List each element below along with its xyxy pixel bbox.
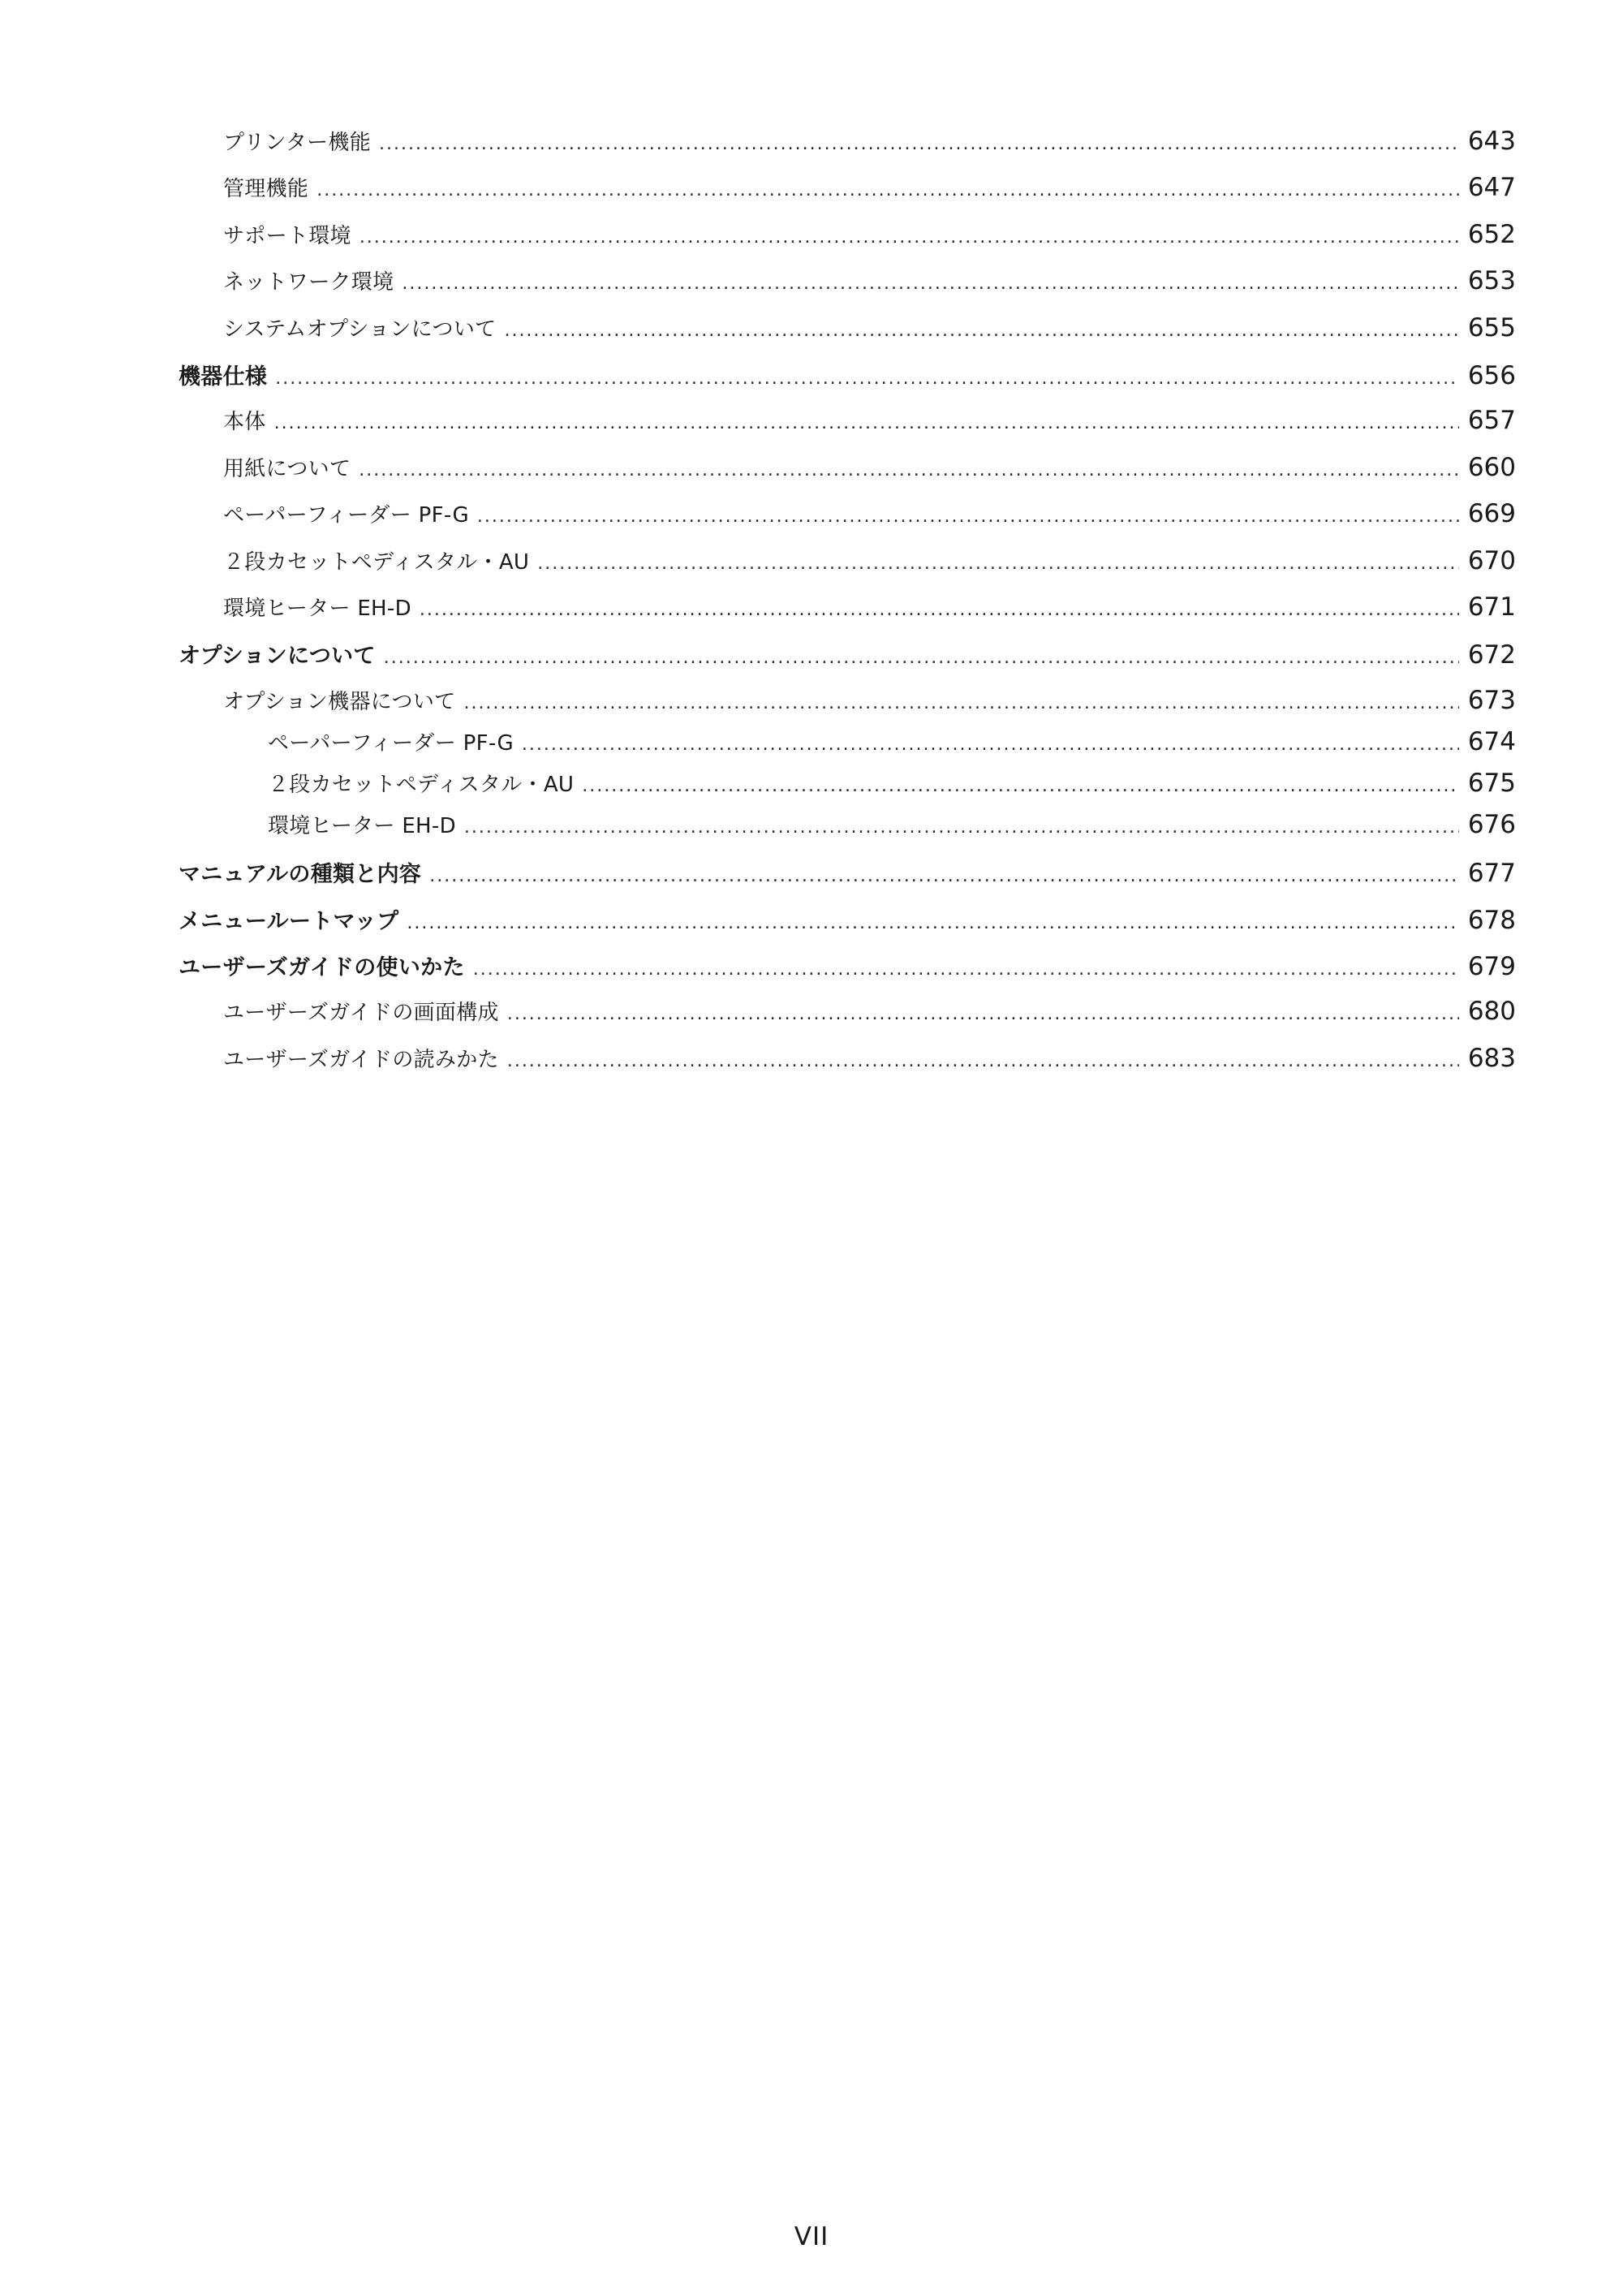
toc-entry-page-number: 677 — [1467, 859, 1516, 889]
toc-dot-leader — [429, 866, 1459, 886]
toc-entry-page-number: 670 — [1467, 545, 1516, 575]
toc-entry[interactable] — [179, 856, 1516, 888]
toc-entry[interactable] — [179, 312, 1516, 342]
toc-dot-leader — [477, 506, 1459, 527]
toc-entry[interactable] — [179, 809, 1516, 839]
toc-dot-leader — [507, 1051, 1459, 1071]
toc-entry-page-number: 660 — [1467, 452, 1516, 482]
toc-entry-title: 機器仕様 — [179, 364, 268, 390]
toc-entry-page-number: 673 — [1467, 685, 1516, 715]
toc-entry-page-number: 657 — [1467, 406, 1516, 436]
page-number: VII — [794, 2222, 829, 2251]
toc-dot-leader — [407, 913, 1459, 933]
toc-entry-title: ペーパーフィーダー PF-G — [268, 730, 514, 756]
toc-dot-leader — [275, 368, 1459, 389]
toc-entry[interactable] — [179, 126, 1516, 156]
toc-entry-title: オプション機器について — [223, 689, 456, 714]
toc-entry-title: オプションについて — [179, 644, 376, 670]
toc-entry-title: 環境ヒーター EH-D — [223, 597, 411, 621]
toc-entry-title: ペーパーフィーダー PF-G — [223, 503, 469, 528]
toc-entry-page-number: 674 — [1467, 726, 1516, 756]
toc-entry-page-number: 669 — [1467, 499, 1516, 529]
toc-entry-page-number: 675 — [1467, 768, 1516, 798]
toc-entry-page-number: 683 — [1467, 1043, 1516, 1073]
toc-entry[interactable] — [179, 452, 1516, 482]
toc-entry[interactable] — [179, 768, 1516, 798]
toc-entry[interactable] — [179, 592, 1516, 622]
toc-dot-leader — [359, 227, 1459, 248]
toc-dot-leader — [463, 693, 1459, 713]
toc-entry-title: ユーザーズガイドの読みかた — [223, 1047, 499, 1072]
toc-entry[interactable] — [179, 172, 1516, 202]
toc-entry-title: 本体 — [223, 410, 266, 435]
toc-entry-title: メニュールートマップ — [179, 908, 399, 934]
toc-dot-leader — [379, 134, 1459, 154]
toc-dot-leader — [522, 734, 1459, 755]
toc-entry[interactable] — [179, 726, 1516, 756]
toc-entry-title: システムオプションについて — [223, 317, 497, 342]
toc-dot-leader — [359, 460, 1459, 480]
toc-entry-title: ２段カセットペディスタル・AU — [223, 549, 530, 575]
toc-entry[interactable] — [179, 405, 1516, 435]
toc-entry-page-number: 647 — [1467, 173, 1516, 203]
toc-dot-leader — [537, 554, 1459, 574]
toc-dot-leader — [507, 1004, 1459, 1024]
toc-entry-title: ネットワーク環境 — [223, 270, 394, 295]
toc-dot-leader — [274, 413, 1459, 433]
toc-entry[interactable] — [179, 498, 1516, 528]
toc-entry-title: 管理機能 — [223, 177, 309, 202]
toc-entry[interactable] — [179, 359, 1516, 390]
toc-entry[interactable] — [179, 685, 1516, 715]
toc-entry[interactable] — [179, 996, 1516, 1026]
toc-entry-title: ユーザーズガイドの画面構成 — [223, 1001, 499, 1026]
toc-entry-page-number: 653 — [1467, 266, 1516, 296]
toc-dot-leader — [402, 274, 1459, 294]
toc-dot-leader — [582, 776, 1459, 796]
toc-dot-leader — [464, 817, 1459, 838]
toc-entry-page-number: 680 — [1467, 997, 1516, 1027]
toc-entry[interactable] — [179, 1043, 1516, 1073]
toc-entry-title: サポート環境 — [223, 223, 351, 248]
toc-entry-title: マニュアルの種類と内容 — [179, 862, 422, 888]
toc-dot-leader — [504, 321, 1459, 341]
toc-entry[interactable] — [179, 219, 1516, 249]
toc-dot-leader — [420, 600, 1459, 620]
toc-entry[interactable] — [179, 265, 1516, 295]
toc-entry-title: 環境ヒーター EH-D — [268, 813, 456, 838]
toc-entry[interactable] — [179, 638, 1516, 670]
toc-entry-title: 用紙について — [223, 456, 351, 481]
toc-entry[interactable] — [179, 950, 1516, 981]
toc-entry[interactable] — [179, 545, 1516, 575]
toc-dot-leader — [384, 648, 1459, 668]
toc-entry-title: プリンター機能 — [223, 131, 372, 155]
toc-entry-page-number: 656 — [1467, 361, 1516, 390]
toc-entry-title: ユーザーズガイドの使いかた — [179, 955, 465, 980]
toc-dot-leader — [473, 959, 1459, 980]
toc-entry[interactable] — [179, 903, 1516, 935]
toc-entry-page-number: 678 — [1467, 905, 1516, 935]
toc-entry-page-number: 655 — [1467, 312, 1516, 342]
toc-entry-page-number: 679 — [1467, 952, 1516, 981]
toc-entry-page-number: 671 — [1467, 592, 1516, 622]
toc-entry-page-number: 643 — [1467, 127, 1516, 156]
toc-entry-page-number: 652 — [1467, 219, 1516, 249]
toc-entry-title: ２段カセットペディスタル・AU — [268, 772, 575, 797]
toc-entry-page-number: 676 — [1467, 809, 1516, 839]
toc-entry-page-number: 672 — [1467, 640, 1516, 670]
toc-dot-leader — [316, 180, 1459, 200]
